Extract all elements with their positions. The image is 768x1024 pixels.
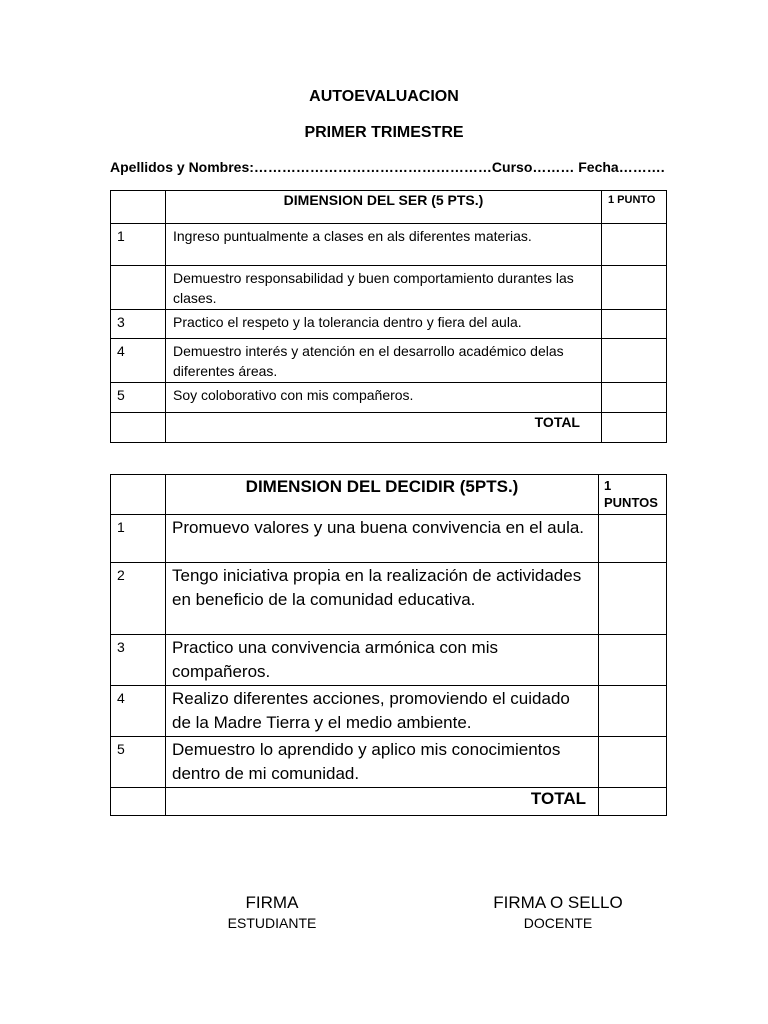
score-cell[interactable]: [599, 563, 667, 635]
row-number: 5: [111, 737, 166, 788]
row-criterion: Tengo iniciativa propia en la realización de actividades en beneficio de la comunidad educativa.: [166, 563, 599, 635]
student-info-line: Apellidos y Nombres:……………………………………………Curso……… Fecha……….: [110, 159, 665, 175]
row-number: 3: [111, 635, 166, 686]
row-criterion: Demuestro responsabilidad y buen comportamiento durantes las clases.: [166, 266, 602, 310]
row-number: 3: [111, 310, 166, 339]
row-number: 2: [111, 563, 166, 635]
score-cell[interactable]: [602, 339, 667, 383]
row-criterion: Promuevo valores y una buena convivencia en el aula.: [166, 515, 599, 563]
row-criterion: Practico una convivencia armónica con mis compañeros.: [166, 635, 599, 686]
table-header-row: [111, 191, 667, 224]
teacher-signature-label: FIRMA O SELLO: [493, 893, 623, 912]
page-title: AUTOEVALUACION: [309, 88, 459, 105]
row-criterion: Ingreso puntualmente a clases en als diferentes materias.: [166, 224, 602, 266]
student-signature-block: [192, 893, 352, 931]
table-row: [111, 310, 667, 339]
teacher-role-label: DOCENTE: [523, 915, 593, 931]
score-cell[interactable]: [602, 383, 667, 413]
table-row: [111, 266, 667, 310]
student-role-label: ESTUDIANTE: [227, 915, 317, 931]
dimension-decidir-table: [110, 474, 667, 816]
total-num-cell: [111, 413, 166, 443]
table-row: [111, 635, 667, 686]
total-label: TOTAL: [166, 413, 602, 443]
total-row: [111, 788, 667, 816]
teacher-signature-block: [478, 893, 638, 931]
score-cell[interactable]: [602, 224, 667, 266]
total-label: TOTAL: [166, 788, 599, 816]
score-cell[interactable]: [599, 737, 667, 788]
points-header: 1 PUNTO: [602, 191, 667, 224]
row-criterion: Realizo diferentes acciones, promoviendo el cuidado de la Madre Tierra y el medio ambiente.: [166, 686, 599, 737]
score-cell[interactable]: [602, 310, 667, 339]
table-row: [111, 563, 667, 635]
score-cell[interactable]: [599, 686, 667, 737]
dimension-ser-table: [110, 190, 667, 443]
table-row: [111, 515, 667, 563]
row-number: 1: [111, 224, 166, 266]
total-score-cell[interactable]: [599, 788, 667, 816]
score-cell[interactable]: [599, 515, 667, 563]
row-criterion: Demuestro lo aprendido y aplico mis conocimientos dentro de mi comunidad.: [166, 737, 599, 788]
row-number: 1: [111, 515, 166, 563]
total-row: [111, 413, 667, 443]
table-row: [111, 686, 667, 737]
row-number: 4: [111, 339, 166, 383]
table-row: [111, 224, 667, 266]
table-row: [111, 339, 667, 383]
dimension-heading: DIMENSION DEL SER (5 PTS.): [166, 191, 602, 224]
student-signature-label: FIRMA: [245, 893, 299, 912]
dimension-heading: DIMENSION DEL DECIDIR (5PTS.): [166, 475, 599, 515]
table-row: [111, 737, 667, 788]
table-header-row: [111, 475, 667, 515]
row-criterion: Practico el respeto y la tolerancia dentro y fiera del aula.: [166, 310, 602, 339]
page-subtitle: PRIMER TRIMESTRE: [304, 124, 464, 141]
table-row: [111, 383, 667, 413]
row-number: 4: [111, 686, 166, 737]
score-cell[interactable]: [602, 266, 667, 310]
row-criterion: Soy coloborativo con mis compañeros.: [166, 383, 602, 413]
total-num-cell: [111, 788, 166, 816]
header-num-cell: [111, 191, 166, 224]
row-criterion: Demuestro interés y atención en el desarrollo académico delas diferentes áreas.: [166, 339, 602, 383]
header-num-cell: [111, 475, 166, 515]
score-cell[interactable]: [599, 635, 667, 686]
row-number: [111, 266, 166, 310]
points-header: 1 PUNTOS: [599, 475, 667, 515]
total-score-cell[interactable]: [602, 413, 667, 443]
row-number: 5: [111, 383, 166, 413]
